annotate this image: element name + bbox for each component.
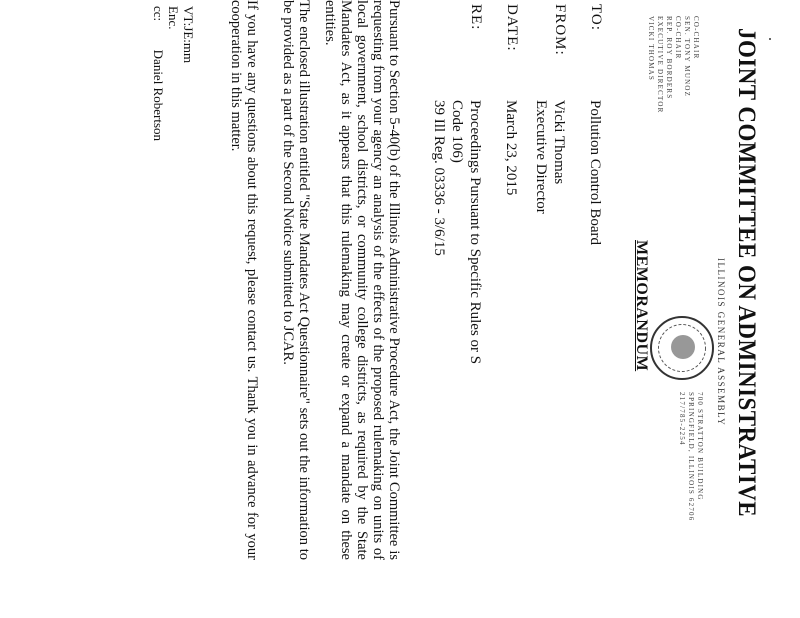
state-seal-image [650, 316, 714, 380]
to-value [586, 100, 604, 245]
committee-subtitle: ILLINOIS GENERAL ASSEMBLY [716, 258, 726, 427]
scan-speck [769, 38, 771, 40]
field-line: Code 106) [449, 100, 465, 163]
officers-block [646, 16, 700, 114]
from-label: FROM: [552, 4, 568, 56]
field-line: Pollution Control Board [587, 100, 603, 246]
officer-line: CO-CHAIR [674, 16, 682, 60]
cc-label: cc: [151, 6, 166, 22]
body-paragraph: If you have any questions about this request, please contact us. Thank you in advance for your cooperation in this matter. [228, 0, 260, 560]
body-paragraph: The enclosed illustration entitled "State Mandates Act Questionnaire" sets out the information to be provided as a part of the Second Notice submitted to JCAR. [280, 0, 312, 560]
field-line: 39 Ill Reg. 03336 - 3/6/15 [431, 100, 447, 256]
committee-title: JOINT COMMITTEE ON ADMINISTRATIVE [733, 28, 760, 518]
seal-center [671, 335, 695, 359]
officer-line: SEN. TONY MUNOZ [683, 16, 691, 98]
field-line: March 23, 2015 [503, 100, 519, 196]
re-value [430, 100, 484, 364]
address-line: 700 STRATTON BUILDING [696, 392, 704, 501]
officer-line: VICKI THOMAS [647, 16, 655, 82]
officer-line: EXECUTIVE DIRECTOR [656, 16, 664, 114]
cc-name: Daniel Robertson [151, 49, 166, 141]
footer-block [151, 6, 196, 141]
cc-line [151, 6, 166, 141]
body-paragraph: Pursuant to Section 5-40(b) of the Illinois Administrative Procedure Act, the Joint Committee is requesting from your agency an analysis of the effects of the proposed rulemaking on units of local government, school districts, or community college districts, as required by the State Mandates Act, as it appears that this rulemaking may create or expand a mandate on these entities. [322, 0, 402, 560]
address-line: SPRINGFIELD, ILLINOIS 62706 [687, 392, 695, 522]
address-line: 217/785-2254 [678, 392, 686, 446]
date-label: DATE: [504, 4, 520, 52]
field-line: Vicki Thomas [551, 100, 567, 185]
field-line: Proceedings Pursuant to Specific Rules or S [467, 100, 483, 365]
from-value [532, 100, 568, 214]
address-block [677, 392, 704, 521]
date-value [502, 100, 520, 195]
officer-line: CO-CHAIR [692, 16, 700, 60]
to-label: TO: [588, 4, 604, 31]
memorandum-heading: MEMORANDUM [633, 240, 650, 372]
field-line: Executive Director [533, 100, 549, 214]
enclosure-line: Enc. [166, 6, 181, 30]
officer-line: REP. ROY BORDERS [665, 16, 673, 100]
re-label: RE: [468, 4, 484, 31]
initials-line: VT:JE:mm [181, 6, 196, 64]
